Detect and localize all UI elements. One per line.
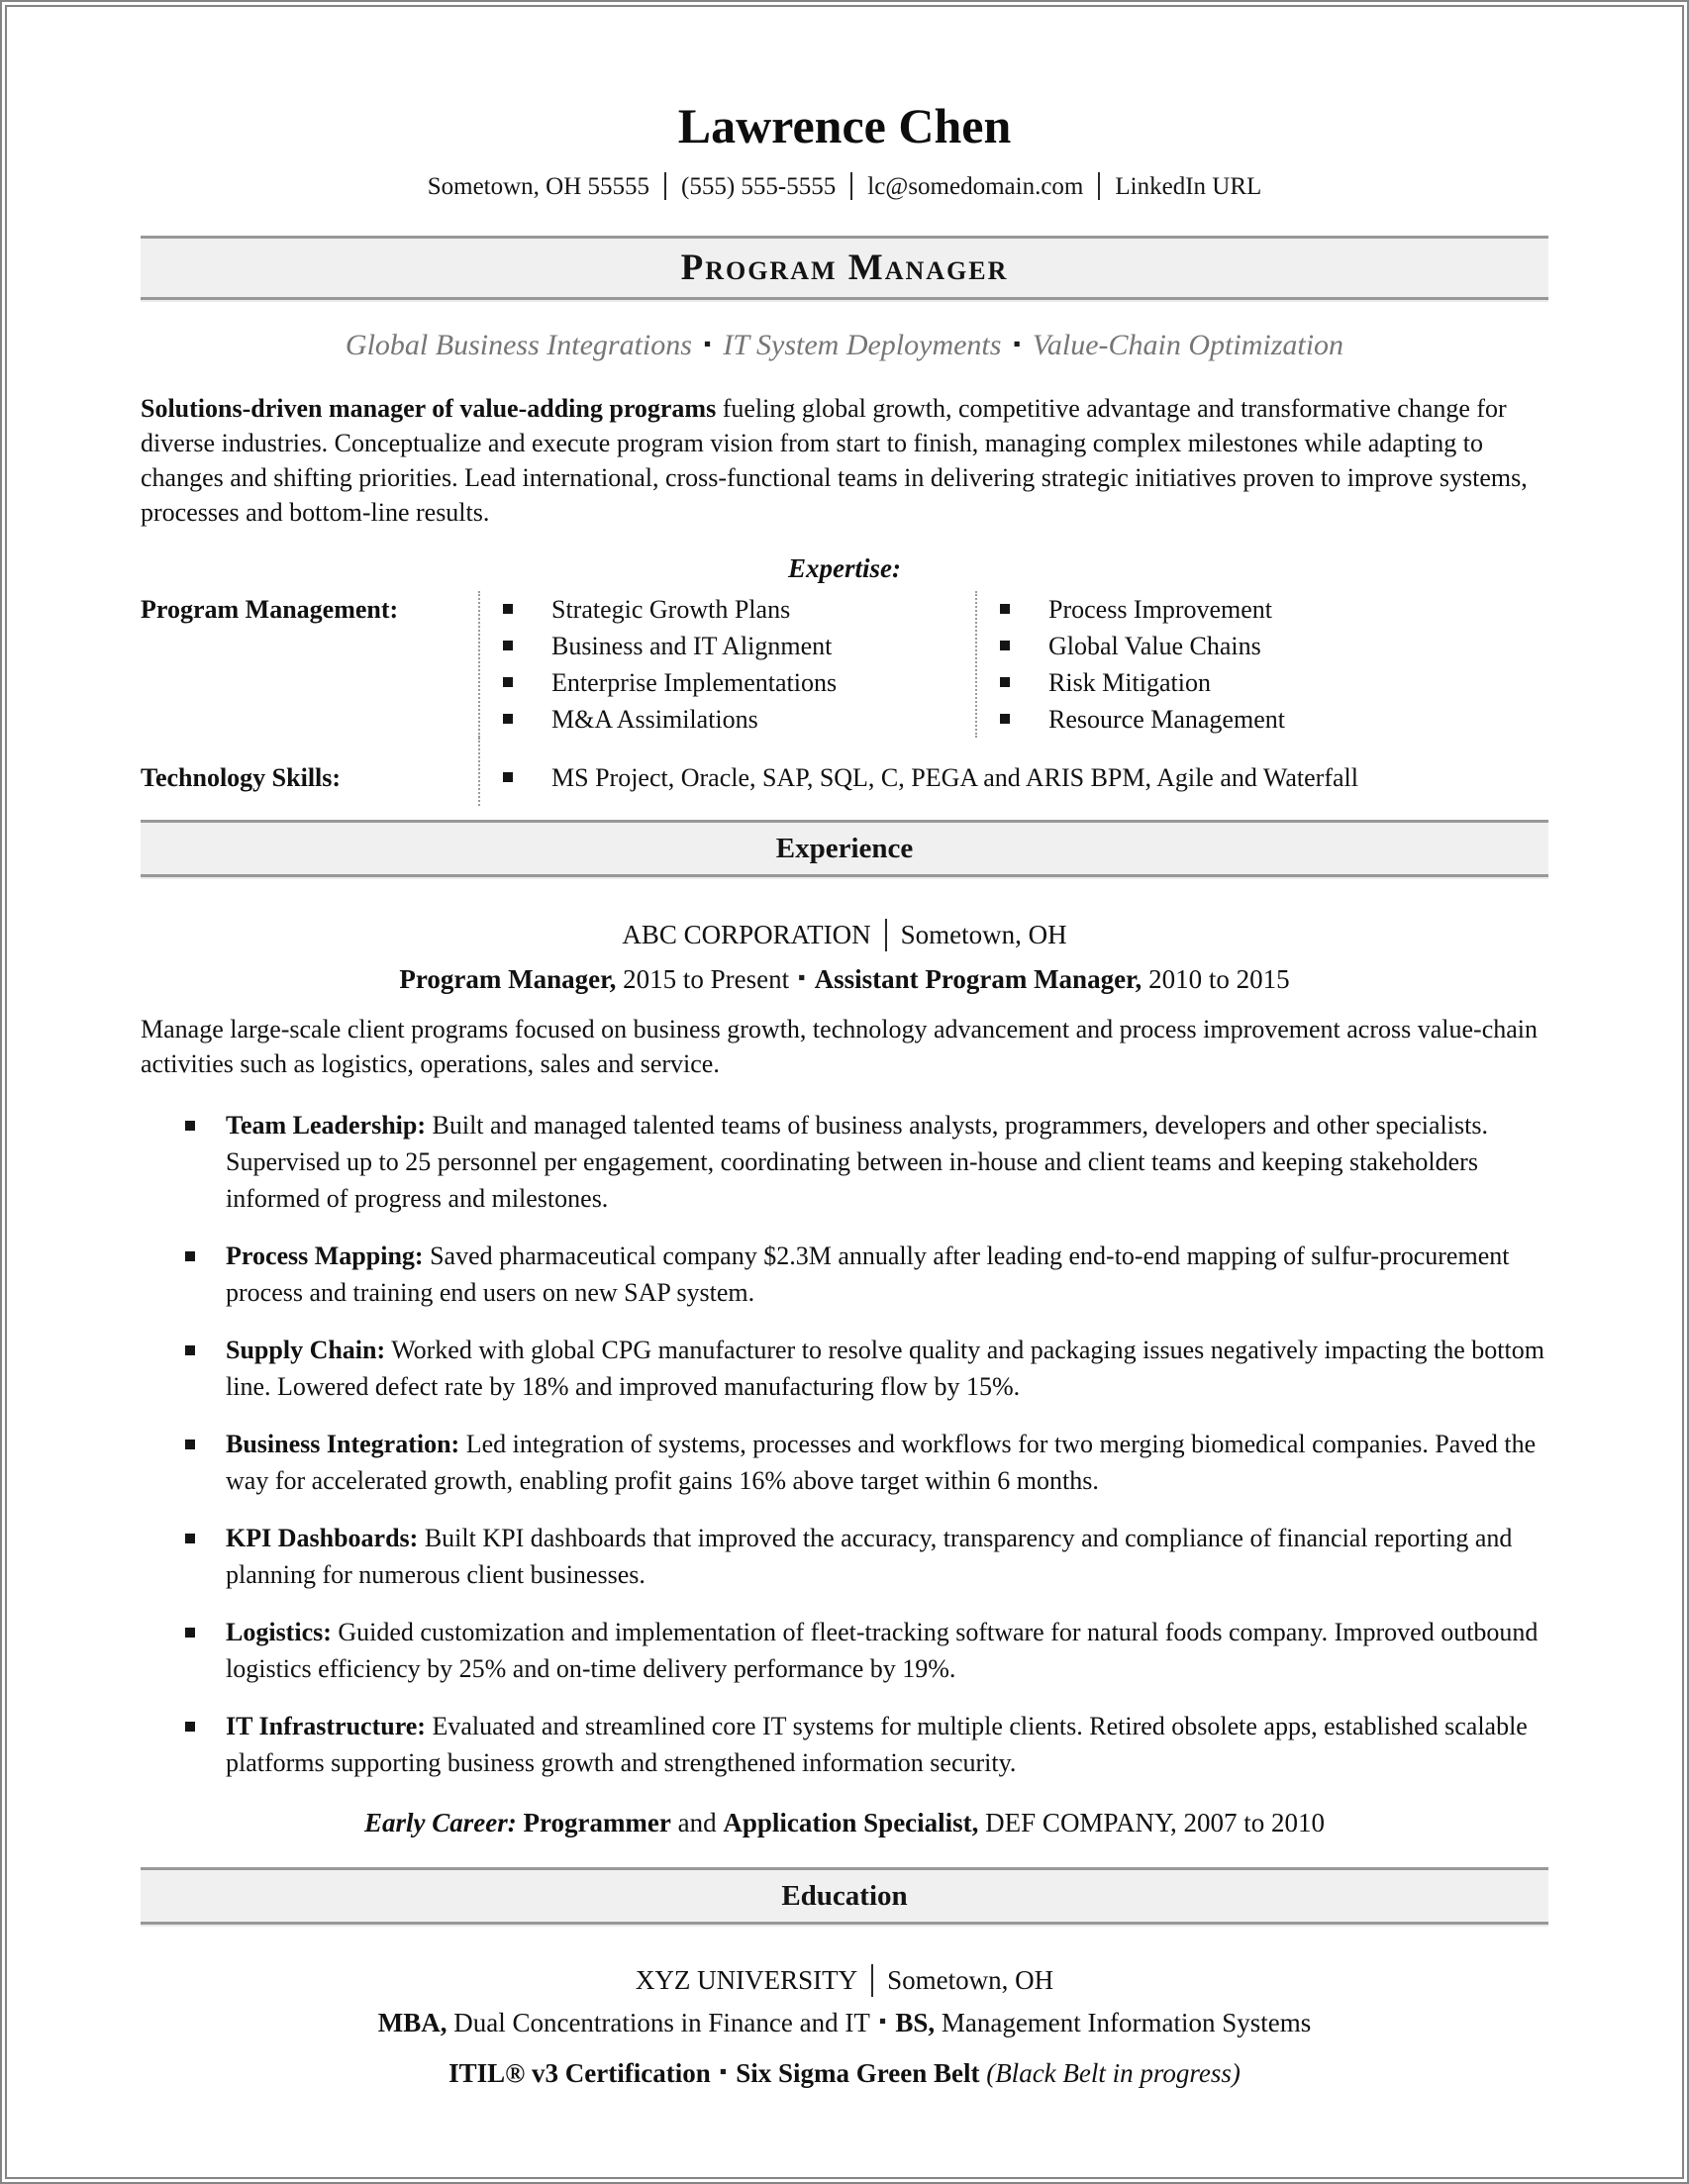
resume-header: [141, 99, 1548, 363]
square-separator-icon: ▪: [878, 2009, 887, 2033]
separator-bar: [885, 919, 887, 951]
early-career-label: Early Career:: [363, 1808, 517, 1837]
education-heading: Education: [781, 1880, 908, 1912]
bullet-square-icon: [185, 1722, 195, 1732]
candidate-name: Lawrence Chen: [677, 98, 1012, 153]
expertise-column-2: [975, 591, 1548, 738]
expertise-item: Business and IT Alignment: [551, 632, 833, 660]
list-item: [977, 591, 1548, 628]
early-career-company-dates: DEF COMPANY, 2007 to 2010: [985, 1808, 1325, 1837]
school-location: Sometown, OH: [887, 1965, 1054, 1995]
contact-phone: (555) 555-5555: [681, 173, 837, 200]
square-separator-icon: ▪: [1013, 332, 1021, 355]
list-item: [141, 1708, 1548, 1781]
contact-email: lc@somedomain.com: [867, 173, 1084, 200]
list-item: [141, 1520, 1548, 1593]
achievement-label: IT Infrastructure:: [226, 1712, 426, 1740]
degree-abbr: MBA,: [377, 2008, 447, 2037]
early-career-role: Programmer: [523, 1808, 671, 1837]
certifications-line: [141, 2055, 1548, 2090]
achievement-text: Built and managed talented teams of business analysts, programmers, developers and other specialists. Supervised up to 25 personnel per engagement, coordinating between in-house and client teams and keeping stakeholders informed of progress and milestones.: [226, 1111, 1488, 1213]
company-location: Sometown, OH: [900, 920, 1067, 949]
expertise-item: Global Value Chains: [1048, 632, 1261, 660]
separator-bar: [1098, 172, 1100, 200]
school-name: XYZ UNIVERSITY: [635, 1965, 858, 1995]
experience-section: [141, 919, 1548, 1839]
job-dates: 2010 to 2015: [1148, 964, 1290, 994]
job-title: Assistant Program Manager,: [814, 964, 1143, 994]
tagline: [141, 326, 1548, 363]
certification: Six Sigma Green Belt: [736, 2058, 980, 2088]
achievement-text: Worked with global CPG manufacturer to resolve quality and packaging issues negatively impacting the bottom line. Lowered defect rate by 18% and improved manufacturing flow by 15%.: [226, 1336, 1544, 1401]
list-item: [141, 1332, 1548, 1405]
technology-skills-value: MS Project, Oracle, SAP, SQL, C, PEGA and ARIS BPM, Agile and Waterfall: [551, 763, 1358, 792]
list-item: [977, 701, 1548, 738]
technology-skills-row: [478, 738, 1548, 806]
achievement-text: Evaluated and streamlined core IT systems for multiple clients. Retired obsolete apps, established scalable platforms supporting business growth and strengthened information security.: [226, 1712, 1528, 1777]
early-career-line: [141, 1807, 1548, 1839]
bullet-square-icon: [1000, 604, 1010, 614]
list-item: [141, 1238, 1548, 1311]
summary-lead: Solutions-driven manager of value-adding programs: [141, 394, 717, 423]
list-item: [480, 701, 975, 738]
list-item: [480, 591, 975, 628]
separator-bar: [850, 172, 852, 200]
education-banner: [141, 1867, 1548, 1925]
school-line: [141, 1964, 1548, 1997]
achievement-text: Built KPI dashboards that improved the accuracy, transparency and compliance of financial reporting and planning for numerous client businesses.: [226, 1524, 1513, 1589]
job-titles-line: [141, 961, 1548, 996]
education-section: [141, 1964, 1548, 2090]
square-separator-icon: ▪: [719, 2059, 728, 2083]
achievement-label: Logistics:: [226, 1618, 332, 1646]
expertise-item: M&A Assimilations: [551, 705, 758, 734]
degrees-line: [141, 2005, 1548, 2039]
bullet-square-icon: [503, 604, 513, 614]
expertise-heading: Expertise:: [788, 553, 901, 583]
bullet-square-icon: [1000, 677, 1010, 687]
expertise-item: Resource Management: [1048, 705, 1285, 734]
expertise-column-1: [478, 591, 975, 738]
separator-bar: [871, 1964, 873, 1997]
achievement-text: Led integration of systems, processes and workflows for two merging biomedical companies. Paved the way for accelerated growth, enabling profit gains 16% above target within 6 months.: [226, 1430, 1537, 1495]
job-title: Program Manager,: [399, 964, 617, 994]
bullet-square-icon: [185, 1121, 195, 1131]
bullet-square-icon: [185, 1345, 195, 1355]
bullet-square-icon: [503, 677, 513, 687]
contact-linkedin: LinkedIn URL: [1115, 173, 1262, 200]
list-item: [480, 759, 1548, 796]
achievement-label: Supply Chain:: [226, 1336, 386, 1364]
bullet-square-icon: [185, 1628, 195, 1638]
list-item: [480, 664, 975, 701]
summary-text: fueling global growth, competitive advantage and transformative change for diverse industries. Conceptualize and execute program vision from start to finish, managing complex milestones while adapting to changes and shifting priorities. Lead international, cross-functional teams in delivering strategic initiatives proven to improve systems, processes and bottom-line results.: [141, 394, 1528, 527]
role-title: Program Manager: [680, 248, 1009, 288]
role-banner: [141, 236, 1548, 300]
bullet-square-icon: [185, 1251, 195, 1261]
separator-bar: [664, 172, 666, 200]
expertise-table: [141, 591, 1548, 806]
expertise-row-label: Program Management:: [141, 595, 399, 624]
list-item: [977, 628, 1548, 664]
list-item: [141, 1107, 1548, 1217]
early-career-role: Application Specialist,: [723, 1808, 979, 1837]
list-item: [141, 1426, 1548, 1499]
certification-note: (Black Belt in progress): [986, 2058, 1241, 2088]
achievement-text: Guided customization and implementation of fleet-tracking software for natural foods company. Improved outbound logistics efficiency by 25% and on-time delivery performance by 19%.: [226, 1618, 1539, 1683]
tagline-item: IT System Deployments: [723, 329, 1002, 361]
square-separator-icon: ▪: [703, 332, 712, 355]
achievement-label: Team Leadership:: [226, 1111, 426, 1140]
degree-detail: Dual Concentrations in Finance and IT: [453, 2008, 870, 2037]
achievement-label: Process Mapping:: [226, 1241, 424, 1270]
bullet-square-icon: [503, 641, 513, 650]
bullet-square-icon: [185, 1534, 195, 1543]
list-item: [141, 1614, 1548, 1687]
achievement-text: Saved pharmaceutical company $2.3M annually after leading end-to-end mapping of sulfur-procurement process and training end users on new SAP system.: [226, 1241, 1510, 1307]
summary-paragraph: [141, 391, 1548, 530]
expertise-item: Risk Mitigation: [1048, 668, 1211, 697]
experience-heading: Experience: [775, 833, 914, 864]
expertise-item: Process Improvement: [1048, 595, 1273, 624]
certification: ITIL® v3 Certification: [448, 2058, 711, 2088]
job-dates: 2015 to Present: [623, 964, 790, 994]
experience-banner: [141, 820, 1548, 877]
bullet-square-icon: [503, 772, 513, 782]
contact-location: Sometown, OH 55555: [427, 173, 650, 200]
tagline-item: Global Business Integrations: [345, 329, 692, 361]
degree-abbr: BS,: [895, 2008, 936, 2037]
expertise-item: Enterprise Implementations: [551, 668, 838, 697]
expertise-item: Strategic Growth Plans: [551, 595, 791, 624]
experience-intro: Manage large-scale client programs focused on business growth, technology advancement and process improvement across value-chain activities such as logistics, operations, sales and service.: [141, 1015, 1538, 1078]
contact-line: [141, 172, 1548, 202]
square-separator-icon: ▪: [798, 965, 806, 989]
achievement-list: [141, 1107, 1548, 1781]
bullet-square-icon: [503, 714, 513, 724]
tagline-item: Value-Chain Optimization: [1032, 329, 1344, 361]
early-career-conjunction: and: [677, 1808, 717, 1837]
bullet-square-icon: [185, 1439, 195, 1449]
technology-skills-label: Technology Skills:: [141, 763, 342, 792]
degree-detail: Management Information Systems: [941, 2008, 1312, 2037]
achievement-label: KPI Dashboards:: [226, 1524, 419, 1552]
achievement-label: Business Integration:: [226, 1430, 460, 1458]
list-item: [977, 664, 1548, 701]
list-item: [480, 628, 975, 664]
company-name: ABC CORPORATION: [622, 920, 871, 949]
bullet-square-icon: [1000, 714, 1010, 724]
company-line: [141, 919, 1548, 951]
bullet-square-icon: [1000, 641, 1010, 650]
